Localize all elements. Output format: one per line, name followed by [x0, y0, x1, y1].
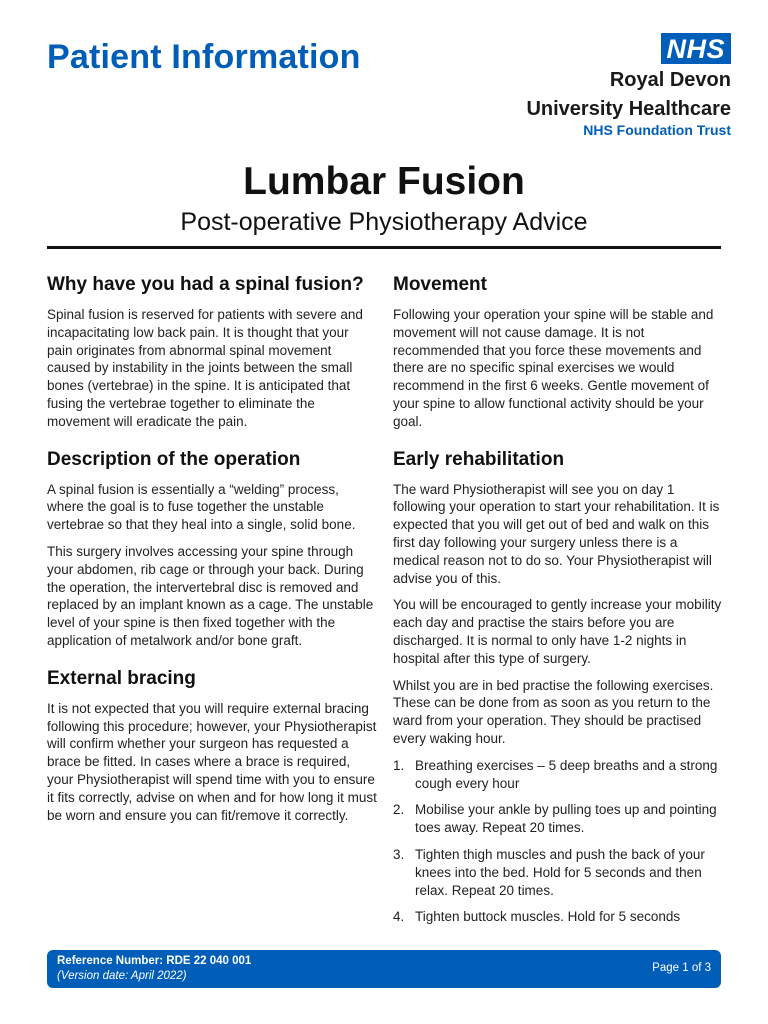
footer-bar	[47, 950, 721, 988]
list-item	[393, 757, 723, 793]
list-item-text: Mobilise your ankle by pulling toes up and pointing toes away. Repeat 20 times.	[415, 802, 717, 836]
paragraph: Whilst you are in bed practise the following exercises. These can be done from as soon as you return to the ward from your operation. They should be practised every waking hour.	[393, 677, 714, 746]
title-divider	[47, 246, 721, 249]
paragraph: It is not expected that you will require external bracing following this procedure; however, your Physiotherapist will confirm whether your surgeon has requested a brace be fitted. In cases where a brace is required, your Physiotherapist will spend time with you to ensure it fits correctly, advise on when and for how long it must be worn and ensure you can fit/remove it correctly.	[47, 700, 377, 823]
section-early-rehabilitation	[393, 447, 723, 927]
list-item-text: Breathing exercises – 5 deep breaths and a strong cough every hour	[415, 757, 718, 791]
section-heading: Early rehabilitation	[393, 448, 565, 470]
reference-number: Reference Number: RDE 22 040 001	[57, 955, 252, 967]
section-heading: Description of the operation	[47, 448, 301, 470]
page-number: Page 1 of 3	[652, 962, 711, 974]
left-column	[47, 272, 377, 840]
trust-logo-block	[526, 33, 731, 139]
page-heading: Patient Information	[47, 38, 361, 76]
list-item	[393, 846, 723, 899]
paragraph: A spinal fusion is essentially a “welding” process, where the goal is to fuse together the unstable vertebrae so that they heal into a single, solid bone.	[47, 481, 356, 533]
list-item	[393, 801, 723, 837]
version-date: (Version date: April 2022)	[57, 970, 187, 982]
paragraph: This surgery involves accessing your spine through your abdomen, rib cage or through your back. During the operation, the intervertebral disc is removed and replaced by an implant known as a cage. The unstable level of your spine is then fixed together with the application of metalwork and/or bone graft.	[47, 543, 374, 648]
list-number: 2.	[393, 802, 405, 818]
paragraph: You will be encouraged to gently increase your mobility each day and practise the stairs before you are discharged. It is normal to only have 1-2 nights in hospital after this type of surgery.	[393, 597, 722, 666]
section-heading: Movement	[393, 274, 487, 295]
right-column	[393, 272, 723, 942]
list-item-text: Tighten thigh muscles and push the back of your knees into the bed. Hold for 5 seconds and then relax. Repeat 20 times.	[415, 846, 705, 898]
section-movement	[393, 272, 723, 431]
org-subtitle: NHS Foundation Trust	[583, 122, 731, 138]
list-number: 1.	[393, 757, 405, 773]
list-item-text: Tighten buttock muscles. Hold for 5 seconds	[415, 909, 681, 925]
paragraph: Spinal fusion is reserved for patients with severe and incapacitating low back pain. It is thought that your pain originates from abnormal spinal movement caused by instability in the joints between the small bones (vertebrae) in the spine. It is anticipated that fusing the vertebrae together to eliminate the movement will eradicate the pain.	[47, 307, 363, 429]
paragraph: Following your operation your spine will be stable and movement will not cause damage. It is not recommended that you force these movements and there are no specific spinal exercises we would recommend in the first 6 weeks. Gentle movement of your spine to allow functional activity should be your goal.	[393, 307, 714, 429]
section-external-bracing	[47, 666, 377, 825]
list-item	[393, 908, 723, 926]
section-heading: External bracing	[47, 667, 196, 689]
list-number: 4.	[393, 909, 405, 925]
document-subtitle: Post-operative Physiotherapy Advice	[180, 208, 588, 236]
exercise-list	[393, 757, 723, 926]
section-heading: Why have you had a spinal fusion?	[47, 274, 364, 295]
nhs-logo: NHS	[661, 33, 731, 64]
paragraph: The ward Physiotherapist will see you on day 1 following your operation to start your rehabilitation. It is expected that you will get out of bed and walk on this first day following your surgery unless there is a medical reason not to do so. Your Physiotherapist will advise you of this.	[393, 481, 720, 586]
document-title: Lumbar Fusion	[243, 160, 525, 203]
section-operation-description	[47, 447, 377, 650]
section-why-fusion	[47, 272, 377, 431]
list-number: 3.	[393, 846, 405, 862]
org-name-line1: Royal Devon	[609, 69, 731, 91]
org-name-line2: University Healthcare	[526, 98, 731, 120]
